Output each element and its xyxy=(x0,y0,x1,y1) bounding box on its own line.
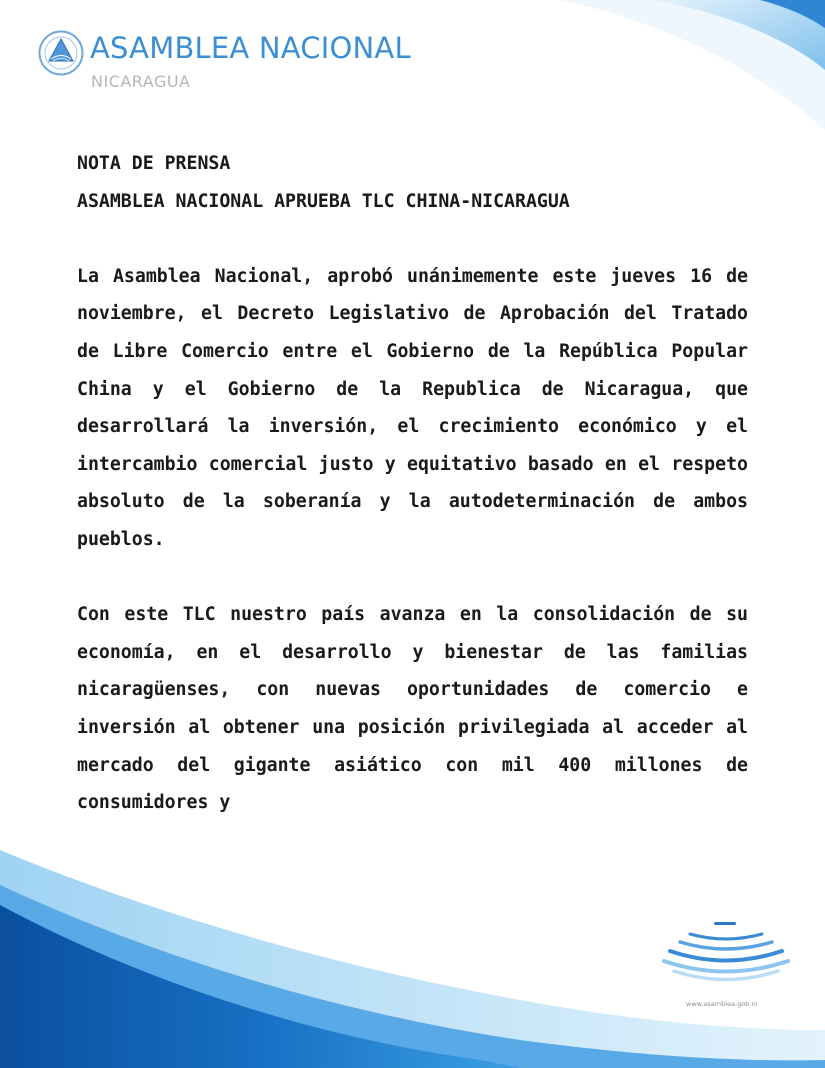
blank-line xyxy=(77,559,748,597)
press-release-label: NOTA DE PRENSA xyxy=(77,153,231,174)
press-release-body xyxy=(77,145,748,822)
paragraph-2: Con este TLC nuestro país avanza en la consolidación de su economía, en el desarrollo y bienestar de las familias nicaragüenses, con nuevas oportunidades de comercio e inversión al obtener una posición privilegiada al acceder al mercado del gigante asiático con mil 400 millones de consumidores y xyxy=(77,604,748,814)
parliament-chamber-arcs-icon xyxy=(660,918,792,988)
organization-country: NICARAGUA xyxy=(91,72,191,91)
press-release-headline: ASAMBLEA NACIONAL APRUEBA TLC CHINA-NICARAGUA xyxy=(77,190,570,212)
organization-name: ASAMBLEA NACIONAL xyxy=(90,31,411,65)
nicaragua-coat-of-arms-icon xyxy=(38,30,84,76)
website-url: www.asamblea.gob.ni xyxy=(686,1000,758,1008)
blank-line xyxy=(77,220,748,258)
letterhead xyxy=(38,28,498,92)
paragraph-1: La Asamblea Nacional, aprobó unánimemente este jueves 16 de noviembre, el Decreto Legislativo de Aprobación del Tratado de Libre Comercio entre el Gobierno de la República Popular China y el Gobierno de la Republica de Nicaragua, que desarrollará la inversión, el crecimiento económico y el intercambio comercial justo y equitativo basado en el respeto absoluto de la soberanía y la autodeterminación de ambos pueblos. xyxy=(77,265,748,550)
